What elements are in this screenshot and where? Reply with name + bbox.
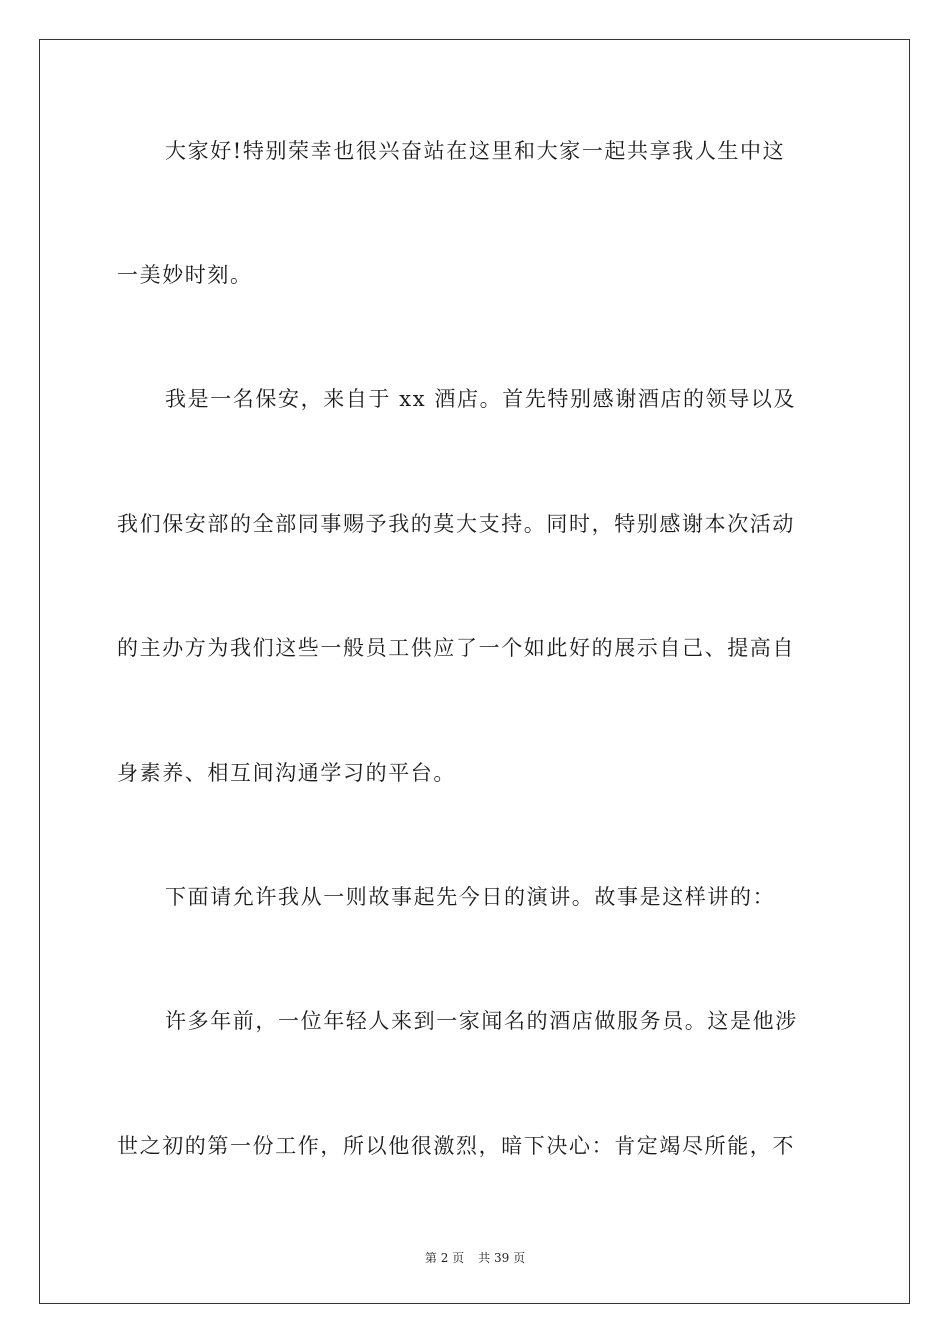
paragraph-line: 我是一名保安，来自于 xx 酒店。首先特别感谢酒店的领导以及: [165, 387, 797, 411]
paragraph-line: 身素养、相互间沟通学习的平台。: [117, 761, 456, 785]
page-number: 第 2 页: [424, 1251, 465, 1265]
paragraph-line: 下面请允许我从一则故事起先今日的演讲。故事是这样讲的：: [165, 885, 776, 909]
paragraph-line: 一美妙时刻。: [117, 263, 253, 287]
paragraph-line: 许多年前，一位年轻人来到一家闻名的酒店做服务员。这是他涉: [165, 1009, 798, 1033]
page-border: [39, 39, 910, 1304]
paragraph-line: 的主办方为我们这些一般员工供应了一个如此好的展示自己、提高自: [117, 636, 795, 660]
paragraph-line: 世之初的第一份工作，所以他很激烈，暗下决心：肯定竭尽所能，不: [117, 1134, 795, 1158]
paragraph-line: 大家好!特别荣幸也很兴奋站在这里和大家一起共享我人生中这: [165, 139, 786, 163]
page-footer: [0, 1249, 950, 1266]
page-total: 共 39 页: [478, 1251, 526, 1265]
paragraph-line: 我们保安部的全部同事赐予我的莫大支持。同时，特别感谢本次活动: [117, 512, 795, 536]
